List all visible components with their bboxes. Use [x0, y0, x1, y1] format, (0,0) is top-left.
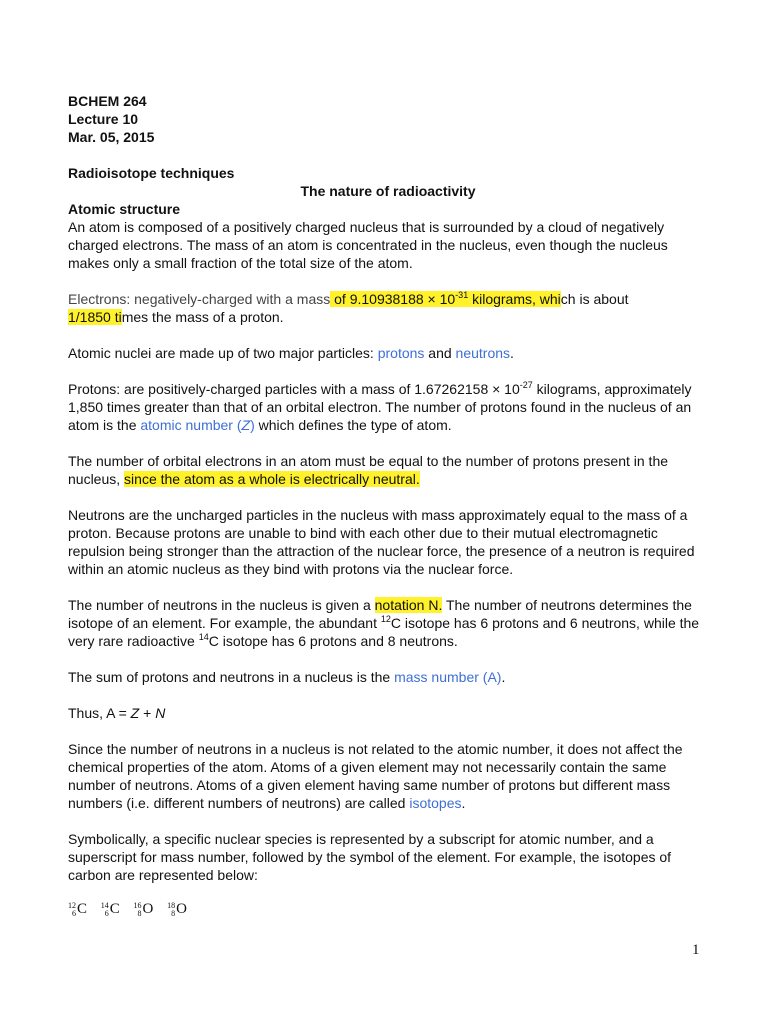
isotopes-link[interactable]: isotopes	[409, 795, 462, 811]
mass-number-link[interactable]: mass number (A)	[394, 669, 502, 685]
paragraph-electrons: Electrons: negatively-charged with a mass of $9.10938188 \times 10^{-31}$ kilograms, which is about 1/1850 times the mass of a proton.	[68, 290, 629, 325]
isotope-o16: 16 8 O	[133, 900, 154, 918]
paragraph-neutrons: Neutrons are the uncharged particles in the nucleus with mass approximately equal to the mass of a proton. Because protons are unable to bind with each other due to their mutual electromagnetic repulsion being stronger than the attraction of the nuclear force, the presence of a neutron is required within an atomic nucleus as they bind with protons via the nuclear force.	[68, 507, 695, 577]
protons-link[interactable]: protons	[377, 345, 425, 361]
isotope-c14: 14 6 C	[100, 900, 120, 918]
isotope-o18: 18 8 O	[167, 900, 187, 918]
paragraph-mass-number: The sum of protons and neutrons in a nucleus is the mass number (A).	[68, 669, 506, 685]
paragraph-orbital-electrons: The number of orbital electrons in an atom must be equal to the number of protons present in the nucleus, since the atom as a whole is electrically neutral.	[68, 453, 669, 487]
highlight-electron-mass: of $9.10938188 \times 10^{-31}$ kilograms, whi	[330, 290, 561, 307]
paragraph-atom: An atom is composed of a positively charged nucleus that is surrounded by a cloud of negatively charged electrons. The mass of an atom is concentrated in the nucleus, even though the nucleus makes only a small fraction of the total size of the atom.	[68, 219, 668, 271]
equation: Thus, A = Z + N	[68, 705, 166, 721]
paragraph-protons: Protons: are positively-charged particles with a mass of $1.67262158 \times 10^{-27}$ kilograms, approximately 1,850 times greater than that of an orbital electron. The number of protons found in the nucleus of an atom is the atomic number (Z) which defines the type of atom.	[68, 380, 692, 433]
paragraph-notation: The number of neutrons in the nucleus is given a notation N. The number of neutrons determines the isotope of an element. For example, the abundant $^{12}$C isotope has 6 protons and 6 neutrons, while the very rare radioactive $^{14}$C isotope has 6 protons and 8 neutrons.	[68, 597, 700, 649]
highlight-ratio: 1/1850 ti	[68, 309, 122, 325]
highlight-neutral: since the atom as a whole is electrically neutral.	[124, 471, 420, 487]
paragraph-isotopes: Since the number of neutrons in a nucleus is not related to the atomic number, it does not affect the chemical properties of the atom. Atoms of a given element may not necessarily contain the same number of neutrons. Atoms of a given element having same number of protons but different mass numbers (i.e. different numbers of neutrons) are called isotopes.	[68, 741, 683, 811]
isotope-c12: 12 6 C	[68, 900, 88, 918]
page-content	[68, 92, 708, 918]
lecture-number: Lecture 10	[68, 111, 139, 127]
paragraph-nuclei: Atomic nuclei are made up of two major particles: protons and neutrons.	[68, 345, 514, 361]
highlight-notation: notation N.	[374, 597, 443, 613]
main-title: The nature of radioactivity	[300, 183, 476, 199]
course-code: BCHEM 264	[68, 93, 147, 109]
page-number: 1	[692, 942, 700, 958]
neutrons-link[interactable]: neutrons	[455, 345, 511, 361]
isotope-symbols	[68, 900, 708, 918]
subsection-title: Atomic structure	[68, 201, 181, 217]
lecture-date: Mar. 05, 2015	[68, 129, 155, 145]
atomic-number-link[interactable]: atomic number (Z)	[140, 417, 255, 433]
section-title: Radioisotope techniques	[68, 165, 235, 181]
paragraph-symbolic: Symbolically, a specific nuclear species is represented by a subscript for atomic number, and a superscript for mass number, followed by the symbol of the element. For example, the isotopes of carbon are represented below:	[68, 831, 672, 883]
